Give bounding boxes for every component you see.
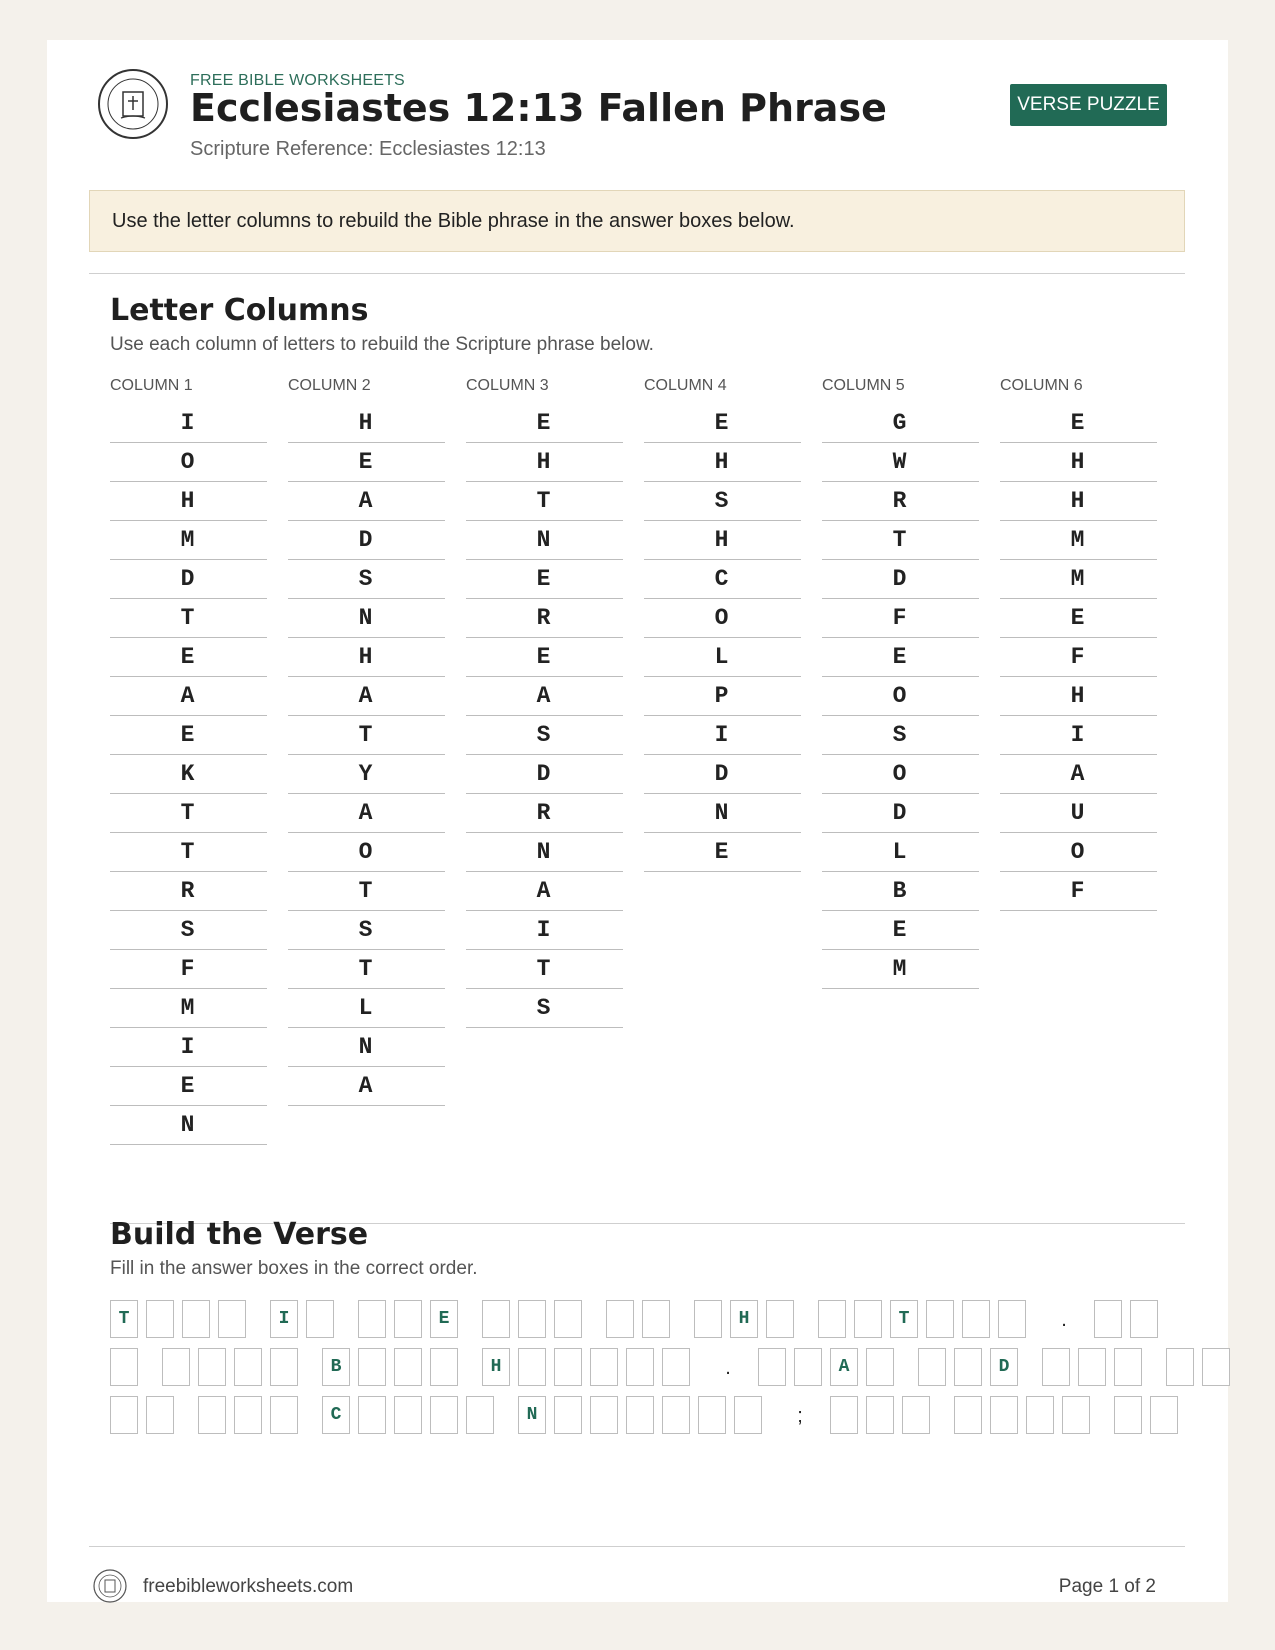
answer-box[interactable] (866, 1348, 894, 1386)
answer-box-hint[interactable]: H (730, 1300, 758, 1338)
answer-box[interactable] (866, 1396, 894, 1434)
answer-box[interactable] (358, 1396, 386, 1434)
answer-box[interactable] (1094, 1300, 1122, 1338)
column-letter: S (644, 482, 801, 521)
letter-column (110, 376, 267, 1145)
column-letter: U (1000, 794, 1157, 833)
answer-box[interactable] (694, 1300, 722, 1338)
column-letter: O (1000, 833, 1157, 872)
column-letter: T (288, 872, 445, 911)
column-letter: F (1000, 872, 1157, 911)
column-letter: H (1000, 677, 1157, 716)
answer-box-hint[interactable]: I (270, 1300, 298, 1338)
footer-logo (92, 1568, 128, 1604)
answer-box[interactable] (990, 1396, 1018, 1434)
answer-box[interactable] (394, 1300, 422, 1338)
answer-box[interactable] (626, 1348, 654, 1386)
column-label: COLUMN 1 (110, 377, 193, 394)
answer-box[interactable] (182, 1300, 210, 1338)
letter-columns-description: Use each column of letters to rebuild the Scripture phrase below. (110, 334, 654, 355)
page-title: Ecclesiastes 12:13 Fallen Phrase (190, 86, 887, 130)
column-letter: R (466, 794, 623, 833)
column-letter: A (1000, 755, 1157, 794)
column-letter: E (644, 404, 801, 443)
answer-box[interactable] (358, 1300, 386, 1338)
column-letter: A (288, 1067, 445, 1106)
answer-box[interactable] (234, 1348, 262, 1386)
column-letter: O (110, 443, 267, 482)
answer-box[interactable] (1166, 1348, 1194, 1386)
answer-box[interactable] (1078, 1348, 1106, 1386)
answer-box[interactable] (662, 1396, 690, 1434)
answer-box[interactable] (554, 1348, 582, 1386)
column-letter: I (110, 1028, 267, 1067)
column-letter: E (466, 560, 623, 599)
column-letter: R (466, 599, 623, 638)
column-letter: M (110, 989, 267, 1028)
letter-column (1000, 376, 1157, 911)
answer-box[interactable] (1130, 1300, 1158, 1338)
answer-box[interactable] (830, 1396, 858, 1434)
column-letter: F (822, 599, 979, 638)
column-letter: S (822, 716, 979, 755)
letter-columns-heading: Letter Columns (110, 293, 369, 328)
answer-box[interactable] (918, 1348, 946, 1386)
answer-box-hint[interactable]: A (830, 1348, 858, 1386)
answer-row (110, 1396, 1190, 1434)
column-letter: T (288, 950, 445, 989)
answer-box[interactable] (854, 1300, 882, 1338)
answer-box[interactable] (698, 1396, 726, 1434)
column-letter: I (466, 911, 623, 950)
column-letter: S (288, 911, 445, 950)
answer-box-hint[interactable]: E (430, 1300, 458, 1338)
answer-box-hint[interactable]: N (518, 1396, 546, 1434)
answer-box[interactable] (1150, 1396, 1178, 1434)
answer-box[interactable] (1114, 1348, 1142, 1386)
column-letter: T (110, 599, 267, 638)
answer-box[interactable] (554, 1396, 582, 1434)
column-letter: E (822, 911, 979, 950)
column-letter: G (822, 404, 979, 443)
column-letter: E (822, 638, 979, 677)
build-verse-heading: Build the Verse (110, 1217, 369, 1252)
footer-divider (89, 1546, 1185, 1547)
divider (89, 273, 1185, 274)
column-letter: S (110, 911, 267, 950)
column-letter: N (288, 599, 445, 638)
answer-row (110, 1300, 1190, 1338)
column-letter: L (822, 833, 979, 872)
column-letter: I (1000, 716, 1157, 755)
build-verse-description: Fill in the answer boxes in the correct order. (110, 1258, 478, 1279)
column-letter: N (466, 521, 623, 560)
column-letter: H (1000, 443, 1157, 482)
answer-box[interactable] (902, 1396, 930, 1434)
column-letter: E (110, 638, 267, 677)
column-letter: W (822, 443, 979, 482)
answer-box[interactable] (954, 1348, 982, 1386)
answer-box[interactable] (998, 1300, 1026, 1338)
answer-box[interactable] (198, 1348, 226, 1386)
column-letter: A (466, 872, 623, 911)
column-letter: R (110, 872, 267, 911)
answer-box[interactable] (818, 1300, 846, 1338)
column-label: COLUMN 2 (288, 377, 371, 394)
worksheet-page (47, 40, 1228, 1602)
answer-box[interactable] (234, 1396, 262, 1434)
answer-box[interactable] (270, 1348, 298, 1386)
column-letter: O (822, 677, 979, 716)
answer-grid (110, 1300, 1190, 1444)
column-letter: T (288, 716, 445, 755)
column-letter: H (466, 443, 623, 482)
answer-box[interactable] (642, 1300, 670, 1338)
column-letter: H (288, 638, 445, 677)
column-letter: D (822, 794, 979, 833)
column-letter: L (288, 989, 445, 1028)
column-letter: E (1000, 599, 1157, 638)
column-letter: L (644, 638, 801, 677)
column-letter: N (466, 833, 623, 872)
answer-box-hint[interactable]: H (482, 1348, 510, 1386)
answer-box[interactable] (306, 1300, 334, 1338)
column-label: COLUMN 3 (466, 377, 549, 394)
answer-box[interactable] (198, 1396, 226, 1434)
answer-box[interactable] (606, 1300, 634, 1338)
answer-box[interactable] (626, 1396, 654, 1434)
answer-box[interactable] (1042, 1348, 1070, 1386)
answer-box[interactable] (766, 1300, 794, 1338)
column-letter: O (288, 833, 445, 872)
column-letter: K (110, 755, 267, 794)
answer-box[interactable] (482, 1300, 510, 1338)
column-letter: A (288, 794, 445, 833)
column-letter: M (110, 521, 267, 560)
column-letter: T (822, 521, 979, 560)
answer-box[interactable] (394, 1396, 422, 1434)
column-letter: H (644, 521, 801, 560)
column-letter: D (288, 521, 445, 560)
column-letter: A (288, 677, 445, 716)
answer-box[interactable] (146, 1300, 174, 1338)
answer-box[interactable] (430, 1348, 458, 1386)
answer-box[interactable] (518, 1300, 546, 1338)
punctuation-mark: . (1061, 1309, 1067, 1331)
answer-box[interactable] (1062, 1396, 1090, 1434)
answer-box[interactable] (794, 1348, 822, 1386)
column-letter: E (110, 1067, 267, 1106)
answer-box[interactable] (926, 1300, 954, 1338)
column-letter: T (110, 833, 267, 872)
answer-box[interactable] (1026, 1396, 1054, 1434)
letter-column (288, 376, 445, 1106)
answer-box[interactable] (662, 1348, 690, 1386)
column-letter: S (466, 989, 623, 1028)
answer-box[interactable] (734, 1396, 762, 1434)
column-letter: D (110, 560, 267, 599)
column-letter: M (822, 950, 979, 989)
answer-box[interactable] (110, 1396, 138, 1434)
column-letter: N (110, 1106, 267, 1145)
answer-box[interactable] (430, 1396, 458, 1434)
column-letter: F (110, 950, 267, 989)
answer-box[interactable] (146, 1396, 174, 1434)
instructions-box: Use the letter columns to rebuild the Bible phrase in the answer boxes below. (89, 190, 1185, 252)
column-letter: T (466, 482, 623, 521)
column-letter: O (644, 599, 801, 638)
answer-box[interactable] (466, 1396, 494, 1434)
column-letter: E (1000, 404, 1157, 443)
column-letter: A (288, 482, 445, 521)
answer-box[interactable] (218, 1300, 246, 1338)
column-letter: Y (288, 755, 445, 794)
column-letter: E (466, 638, 623, 677)
brand-name: FREE BIBLE WORKSHEETS (190, 72, 405, 89)
answer-box[interactable] (1202, 1348, 1230, 1386)
answer-box[interactable] (358, 1348, 386, 1386)
column-letter: D (822, 560, 979, 599)
answer-box-hint[interactable]: T (890, 1300, 918, 1338)
answer-box[interactable] (162, 1348, 190, 1386)
column-letter: S (288, 560, 445, 599)
footer-site: freebibleworksheets.com (143, 1576, 354, 1597)
column-letter: S (466, 716, 623, 755)
column-letter: E (466, 404, 623, 443)
verse-puzzle-badge: VERSE PUZZLE (1010, 84, 1167, 126)
column-letter: N (288, 1028, 445, 1067)
answer-box[interactable] (1114, 1396, 1142, 1434)
answer-box[interactable] (954, 1396, 982, 1434)
answer-box[interactable] (590, 1396, 618, 1434)
letter-column (644, 376, 801, 872)
column-letter: T (466, 950, 623, 989)
column-letter: A (110, 677, 267, 716)
letter-column (822, 376, 979, 989)
answer-box[interactable] (394, 1348, 422, 1386)
column-letter: F (1000, 638, 1157, 677)
letter-column (466, 376, 623, 1028)
column-letter: N (644, 794, 801, 833)
column-label: COLUMN 4 (644, 377, 727, 394)
column-letter: H (1000, 482, 1157, 521)
column-label: COLUMN 6 (1000, 377, 1083, 394)
column-letter: I (644, 716, 801, 755)
answer-box-hint[interactable]: C (322, 1396, 350, 1434)
answer-box-hint[interactable]: B (322, 1348, 350, 1386)
column-label: COLUMN 5 (822, 377, 905, 394)
column-letter: C (644, 560, 801, 599)
worksheet-logo (97, 68, 169, 140)
answer-box-hint[interactable]: T (110, 1300, 138, 1338)
column-letter: H (288, 404, 445, 443)
answer-box-hint[interactable]: D (990, 1348, 1018, 1386)
column-letter: E (288, 443, 445, 482)
answer-row (110, 1348, 1190, 1386)
column-letter: D (644, 755, 801, 794)
column-letter: D (466, 755, 623, 794)
column-letter: E (644, 833, 801, 872)
punctuation-mark: ; (797, 1405, 803, 1427)
answer-box[interactable] (270, 1396, 298, 1434)
column-letter: O (822, 755, 979, 794)
punctuation-mark: . (725, 1357, 731, 1379)
answer-box[interactable] (590, 1348, 618, 1386)
column-letter: P (644, 677, 801, 716)
page-number: Page 1 of 2 (1058, 1576, 1156, 1597)
column-letter: R (822, 482, 979, 521)
column-letter: H (644, 443, 801, 482)
answer-box[interactable] (962, 1300, 990, 1338)
answer-box[interactable] (518, 1348, 546, 1386)
answer-box[interactable] (758, 1348, 786, 1386)
column-letter: I (110, 404, 267, 443)
answer-box[interactable] (554, 1300, 582, 1338)
answer-box[interactable] (110, 1348, 138, 1386)
column-letter: M (1000, 521, 1157, 560)
column-letter: M (1000, 560, 1157, 599)
column-letter: E (110, 716, 267, 755)
scripture-reference: Scripture Reference: Ecclesiastes 12:13 (190, 138, 546, 160)
column-letter: T (110, 794, 267, 833)
column-letter: B (822, 872, 979, 911)
column-letter: H (110, 482, 267, 521)
column-letter: A (466, 677, 623, 716)
